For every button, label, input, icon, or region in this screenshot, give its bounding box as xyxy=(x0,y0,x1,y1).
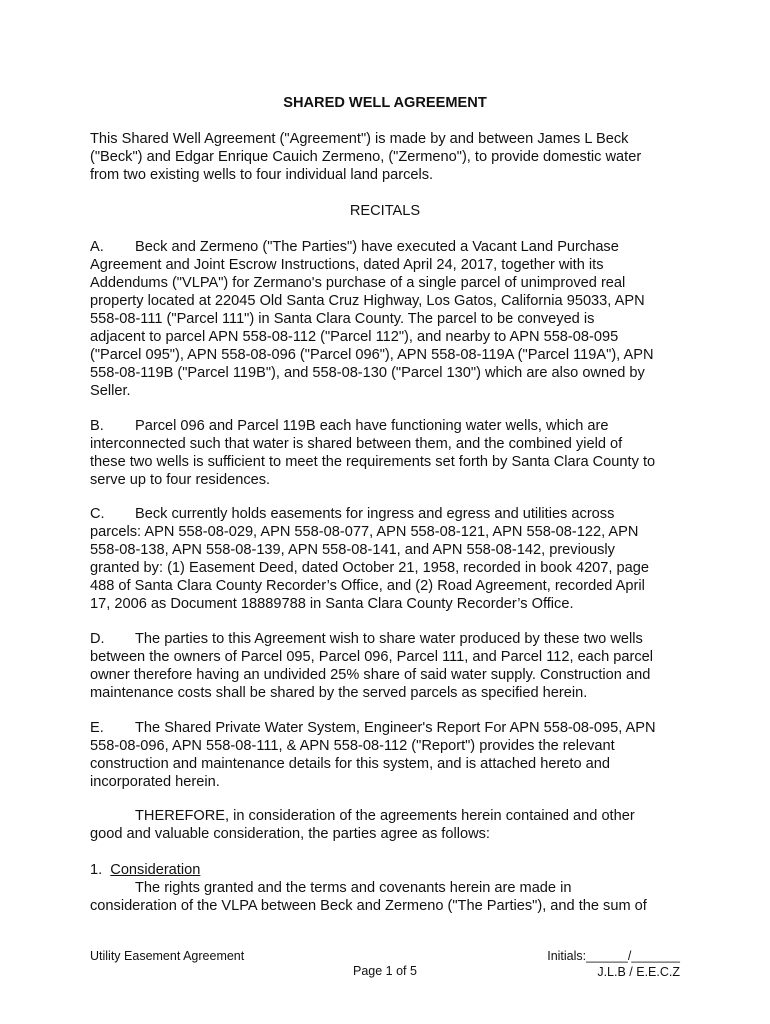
recital-e xyxy=(90,719,682,791)
recital-first-line: Beck currently holds easements for ingress and egress and utilities across xyxy=(135,506,615,522)
recital-line: 558-08-096, APN 558-08-111, & APN 558-08-112 ("Report") provides the relevant xyxy=(90,738,615,754)
section-consideration xyxy=(90,861,682,915)
recital-first-line: The Shared Private Water System, Engineer's Report For APN 558-08-095, APN xyxy=(135,720,656,736)
recital-line: parcels: APN 558-08-029, APN 558-08-077, APN 558-08-121, APN 558-08-122, APN xyxy=(90,524,639,540)
recital-line: serve up to four residences. xyxy=(90,472,271,488)
recital-a xyxy=(90,238,682,400)
section-heading: Consideration xyxy=(110,862,201,878)
section-number: 1. xyxy=(90,862,103,878)
recital-c xyxy=(90,505,682,613)
recital-line: granted by: (1) Easement Deed, dated October 21, 1958, recorded in book 4207, page xyxy=(90,560,649,576)
recital-line: maintenance costs shall be shared by the served parcels as specified herein. xyxy=(90,685,588,701)
recital-line: between the owners of Parcel 095, Parcel 096, Parcel 111, and Parcel 112, each parcel xyxy=(90,649,654,665)
therefore-first-line: THEREFORE, in consideration of the agreements herein contained and other xyxy=(135,808,635,824)
recital-line: 558-08-138, APN 558-08-139, APN 558-08-141, and APN 558-08-142, previously xyxy=(90,542,615,558)
recital-line: 488 of Santa Clara County Recorder’s Office, and (2) Road Agreement, recorded April xyxy=(90,578,645,594)
recital-b xyxy=(90,417,682,489)
therefore-paragraph xyxy=(90,807,682,843)
recital-line: these two wells is sufficient to meet the requirements set forth by Santa Clara County to xyxy=(90,454,656,470)
recital-label: B. xyxy=(90,418,104,434)
recital-line: ("Parcel 095"), APN 558-08-096 ("Parcel 096"), APN 558-08-119A ("Parcel 119A"), APN xyxy=(90,347,654,363)
intro-line: from two existing wells to four individual land parcels. xyxy=(90,167,434,183)
recital-line: incorporated herein. xyxy=(90,774,220,790)
recital-label: C. xyxy=(90,506,105,522)
recital-line: owner therefore having an undivided 25% share of said water supply. Construction and xyxy=(90,667,651,683)
recital-line: construction and maintenance details for this system, and is attached hereto and xyxy=(90,756,611,772)
initials-names: J.L.B / E.E.C.Z xyxy=(597,965,680,979)
section-first-line: The rights granted and the terms and covenants herein are made in xyxy=(135,880,572,896)
therefore-line: good and valuable consideration, the parties agree as follows: xyxy=(90,826,490,842)
intro-line: This Shared Well Agreement ("Agreement") is made by and between James L Beck xyxy=(90,131,629,147)
recital-label: A. xyxy=(90,239,104,255)
intro-line: ("Beck") and Edgar Enrique Cauich Zermeno, ("Zermeno"), to provide domestic water xyxy=(90,149,642,165)
footer-page-number: Page 1 of 5 xyxy=(353,964,417,978)
recital-line: 17, 2006 as Document 18889788 in Santa Clara County Recorder’s Office. xyxy=(90,596,574,612)
recital-line: Seller. xyxy=(90,383,131,399)
recital-line: interconnected such that water is shared between them, and the combined yield of xyxy=(90,436,623,452)
intro-paragraph xyxy=(90,130,682,184)
recital-first-line: Beck and Zermeno ("The Parties") have executed a Vacant Land Purchase xyxy=(135,239,619,255)
recital-line: 558-08-119B ("Parcel 119B"), and 558-08-130 ("Parcel 130") which are also owned by xyxy=(90,365,645,381)
initials-blank: Initials:______/_______ xyxy=(547,949,680,963)
recital-line: adjacent to parcel APN 558-08-112 ("Parcel 112"), and nearby to APN 558-08-095 xyxy=(90,329,619,345)
footer-document-name: Utility Easement Agreement xyxy=(90,949,245,963)
recital-line: property located at 22045 Old Santa Cruz Highway, Los Gatos, California 95033, APN xyxy=(90,293,645,309)
recital-first-line: Parcel 096 and Parcel 119B each have functioning water wells, which are xyxy=(135,418,609,434)
recital-label: D. xyxy=(90,631,105,647)
footer-initials xyxy=(547,948,680,980)
recital-line: Addendums ("VLPA") for Zermano's purchase of a single parcel of unimproved real xyxy=(90,275,626,291)
recital-d xyxy=(90,630,682,702)
document-title: SHARED WELL AGREEMENT xyxy=(283,95,487,111)
recitals-heading: RECITALS xyxy=(349,203,421,219)
recital-first-line: The parties to this Agreement wish to share water produced by these two wells xyxy=(135,631,643,647)
recital-line: 558-08-111 ("Parcel 111") in Santa Clara County. The parcel to be conveyed is xyxy=(90,311,595,327)
recital-line: Agreement and Joint Escrow Instructions, dated April 24, 2017, together with its xyxy=(90,257,604,273)
section-line: consideration of the VLPA between Beck and Zermeno ("The Parties"), and the sum of xyxy=(90,898,647,914)
recital-label: E. xyxy=(90,720,104,736)
